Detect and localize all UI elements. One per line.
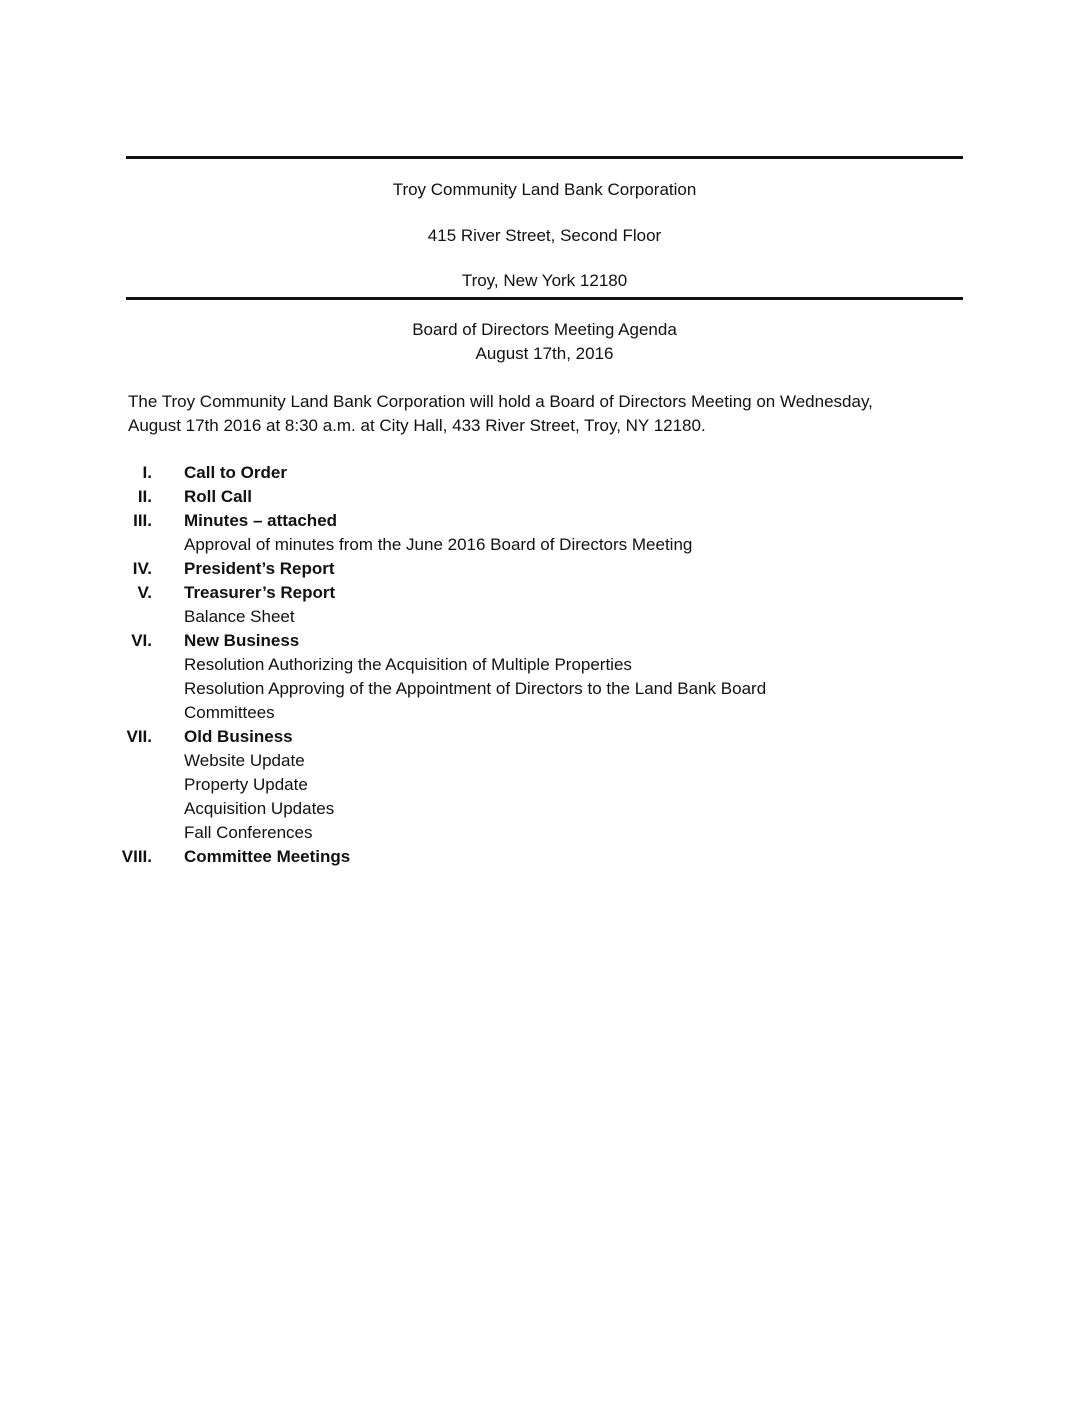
item-number: IV. [132,559,152,578]
subitem-text: Resolution Authorizing the Acquisition of Multiple Properties [184,655,632,674]
agenda-item-iii [110,509,870,533]
agenda-item-vii [110,725,870,749]
agenda-item-viii [110,845,870,869]
bottom-rule [126,297,963,300]
subitem-text: Committees [184,703,275,722]
subitem-text: Property Update [184,775,308,794]
item-title: Minutes – attached [184,511,338,530]
item-title: Roll Call [184,487,253,506]
item-title: Call to Order [184,463,287,482]
agenda-subitem [110,533,870,557]
item-number: V. [137,583,152,602]
item-title: New Business [184,631,300,650]
item-title: Committee Meetings [184,847,351,866]
intro-line-1: The Troy Community Land Bank Corporation will hold a Board of Directors Meeting on Wednesday, [128,392,873,411]
agenda-subitem [110,797,870,821]
subitem-text: Acquisition Updates [184,799,335,818]
agenda-subitem [110,605,870,629]
agenda-subitem [110,821,870,845]
item-number: I. [142,463,152,482]
subitem-text: Approval of minutes from the June 2016 Board of Directors Meeting [184,535,693,554]
item-title: Old Business [184,727,293,746]
agenda-item-v [110,581,870,605]
item-title: Treasurer’s Report [184,583,336,602]
intro-line-2: August 17th 2016 at 8:30 a.m. at City Hall, 433 River Street, Troy, NY 12180. [128,416,706,435]
agenda-subitem [110,749,870,773]
meeting-title: Board of Directors Meeting Agenda [412,320,677,339]
item-number: III. [133,511,152,530]
top-rule [126,156,963,159]
item-number: II. [137,487,152,506]
item-number: VI. [131,631,152,650]
agenda-list [110,461,870,869]
agenda-item-vi [110,629,870,653]
item-number: VIII. [121,847,152,866]
agenda-item-ii [110,485,870,509]
subitem-text: Fall Conferences [184,823,313,842]
agenda-subitem [110,701,870,725]
item-title: President’s Report [184,559,335,578]
address-line-2: Troy, New York 12180 [461,271,628,290]
agenda-subitem [110,653,870,677]
meeting-date: August 17th, 2016 [475,344,614,363]
subitem-text: Resolution Approving of the Appointment of Directors to the Land Bank Board [184,679,767,698]
address-line-1: 415 River Street, Second Floor [427,226,662,245]
agenda-item-i [110,461,870,485]
agenda-item-iv [110,557,870,581]
agenda-subitem [110,677,870,701]
agenda-subitem [110,773,870,797]
org-name: Troy Community Land Bank Corporation [392,180,697,199]
item-number: VII. [126,727,152,746]
subitem-text: Website Update [184,751,305,770]
subitem-text: Balance Sheet [184,607,295,626]
intro-paragraph [128,390,948,438]
